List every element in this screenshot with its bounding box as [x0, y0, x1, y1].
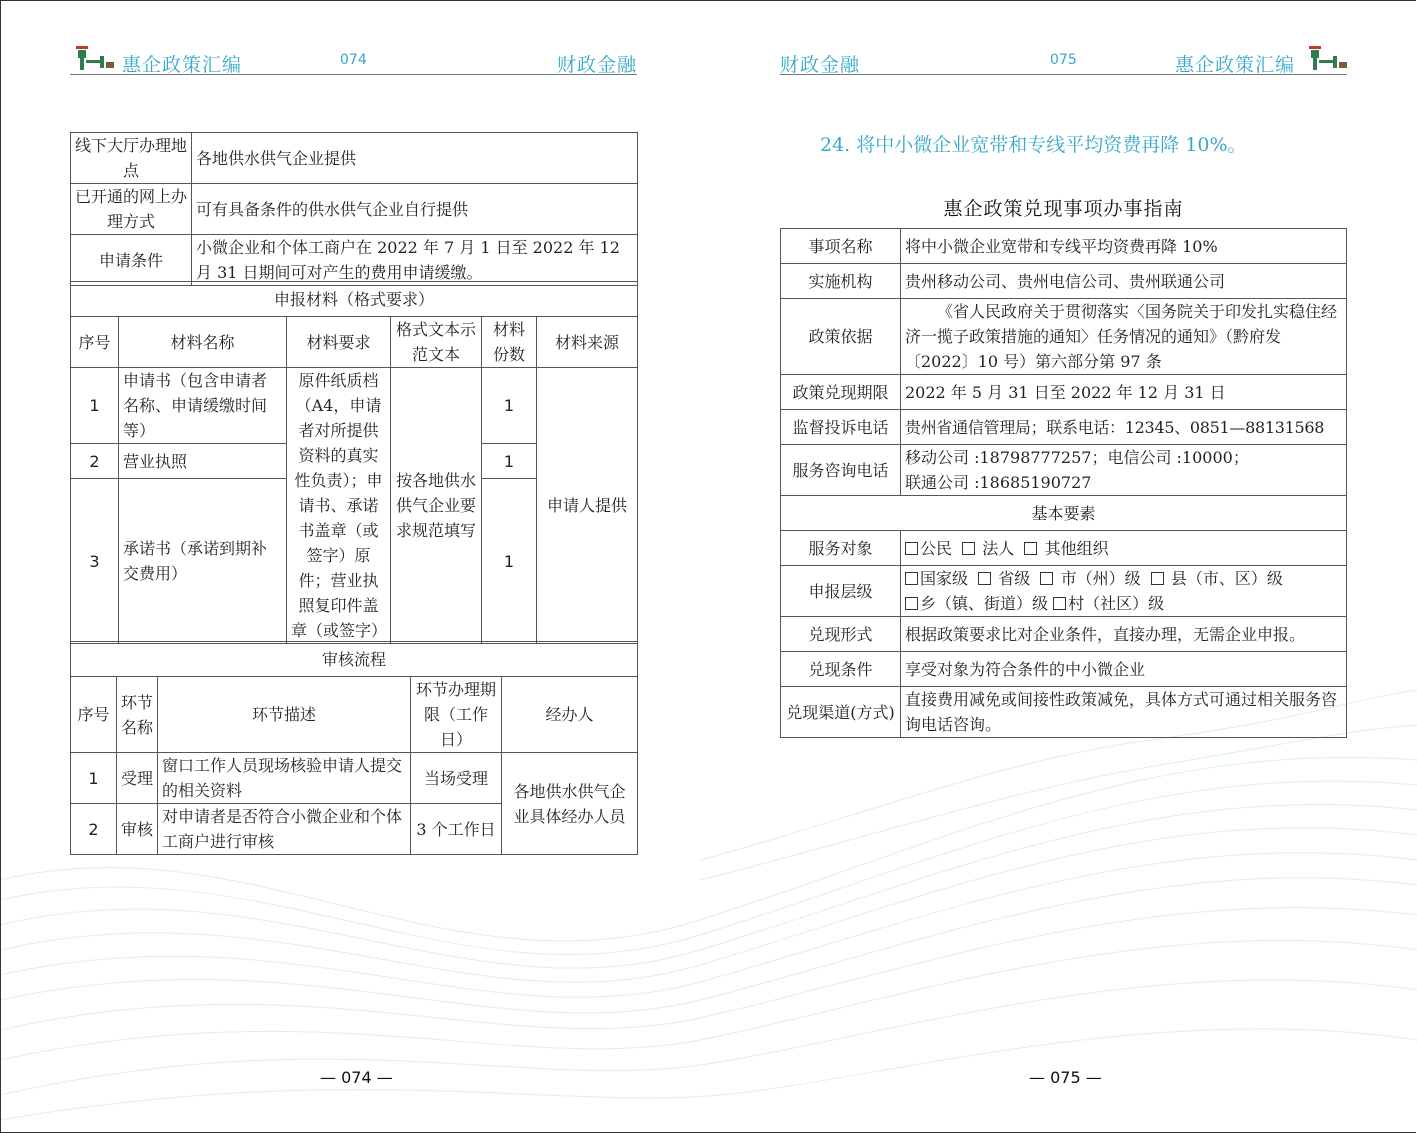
- process-section-title: 审核流程: [71, 642, 638, 677]
- option-label: 村（社区）级: [1068, 594, 1165, 613]
- row-value: 享受对象为符合条件的中小微企业: [901, 652, 1347, 687]
- table-row: [781, 566, 1347, 617]
- material-copies: 1: [482, 368, 537, 444]
- table-header-row: [71, 317, 638, 368]
- row-label: 监督投诉电话: [781, 410, 901, 445]
- table-row: [71, 133, 638, 184]
- table-row: [781, 687, 1347, 738]
- row-number: 2: [71, 804, 117, 855]
- table-row: [781, 264, 1347, 299]
- table-section-title-row: [781, 496, 1347, 531]
- column-header: 环节描述: [158, 677, 411, 753]
- option-label: 国家级: [920, 569, 969, 588]
- material-name: 申请书（包含申请者名称、申请缓缴时间等）: [119, 368, 287, 444]
- checkbox-icon: [978, 572, 991, 585]
- row-value: 各地供水供气企业提供: [192, 133, 638, 184]
- table-row: [781, 299, 1347, 375]
- material-copies: 1: [482, 479, 537, 644]
- row-value: 将中小微企业宽带和专线平均资费再降 10%: [901, 229, 1347, 264]
- table-section-title-row: [71, 642, 638, 677]
- table-row: [71, 184, 638, 235]
- checkbox-icon: [1151, 572, 1164, 585]
- left-page: [0, 0, 708, 1133]
- header-chapter-title: 财政金融: [780, 54, 861, 76]
- header-page-number: 075: [1050, 52, 1077, 68]
- row-value: 可有具备条件的供水供气企业自行提供: [192, 184, 638, 235]
- row-label: 兑现形式: [781, 617, 901, 652]
- row-label: 已开通的网上办理方式: [71, 184, 192, 235]
- option-label: 其他组织: [1044, 538, 1109, 558]
- row-label: 政策兑现期限: [781, 375, 901, 410]
- checkbox-icon: [1053, 597, 1066, 610]
- table-header-row: [71, 677, 638, 753]
- column-header: 格式文本示范文本: [391, 317, 482, 368]
- checkbox-icon: [905, 542, 918, 555]
- row-label: 事项名称: [781, 229, 901, 264]
- row-label: 兑现条件: [781, 652, 901, 687]
- page-folio: — 075 —: [1029, 1068, 1102, 1087]
- checkbox-icon: [905, 572, 918, 585]
- table-row: [71, 753, 638, 804]
- option-label: 县（市、区）级: [1170, 569, 1283, 588]
- material-name: 承诺书（承诺到期补交费用）: [119, 479, 287, 644]
- table-section-title-row: [71, 282, 638, 317]
- row-value: 贵州省通信管理局；联系电话：12345、0851—88131568: [901, 410, 1347, 445]
- material-requirement: 原件纸质档（A4，申请者对所提供资料的真实性负责）；申请书、承诺书盖章（或签字）原件；营业执照复印件盖章（或签字）: [287, 368, 391, 644]
- format-text: 按各地供水供气企业要求规范填写: [391, 368, 482, 644]
- option-label: 法人: [982, 538, 1015, 558]
- step-description: 窗口工作人员现场核验申请人提交的相关资料: [158, 753, 411, 804]
- row-label: 线下大厅办理地点: [71, 133, 192, 184]
- material-copies: 1: [482, 444, 537, 479]
- column-header: 材料名称: [119, 317, 287, 368]
- row-label: 服务咨询电话: [781, 445, 901, 496]
- column-header: 环节办理期限（工作日）: [411, 677, 502, 753]
- column-header: 环节名称: [117, 677, 158, 753]
- table-row: [781, 375, 1347, 410]
- application-info-table: [70, 132, 638, 286]
- table-row: [781, 652, 1347, 687]
- header-section-title: 惠企政策汇编: [122, 54, 243, 76]
- table-row: [781, 229, 1347, 264]
- option-label: 乡（镇、街道）级: [920, 594, 1049, 613]
- row-value: 贵州移动公司、贵州电信公司、贵州联通公司: [901, 264, 1347, 299]
- step-handler: 各地供水供气企业具体经办人员: [502, 753, 638, 855]
- basic-elements-title: 基本要素: [781, 496, 1347, 531]
- option-label: 省级: [998, 569, 1031, 588]
- row-value: 《省人民政府关于贯彻落实〈国务院关于印发扎实稳住经济一揽子政策措施的通知〉任务情况的通知》（黔府发〔2022〕10 号）第六部分第 97 条: [901, 299, 1347, 375]
- row-value: [901, 445, 1347, 496]
- row-label: 申报层级: [781, 566, 901, 617]
- column-header: 材料来源: [537, 317, 638, 368]
- table-row: [71, 235, 638, 286]
- column-header: 材料要求: [287, 317, 391, 368]
- row-number: 1: [71, 368, 119, 444]
- step-description: 对申请者是否符合小微企业和个体工商户进行审核: [158, 804, 411, 855]
- column-header: 序号: [71, 317, 119, 368]
- checkbox-icon: [905, 597, 918, 610]
- step-time-limit: 3 个工作日: [411, 804, 502, 855]
- step-name: 审核: [117, 804, 158, 855]
- item-title: 24. 将中小微企业宽带和专线平均资费再降 10%。: [820, 134, 1247, 156]
- declare-level-options: [901, 566, 1347, 617]
- row-value: 小微企业和个体工商户在 2022 年 7 月 1 日至 2022 年 12 月 31 日期间可对产生的费用申请缓缴。: [192, 235, 638, 286]
- row-number: 2: [71, 444, 119, 479]
- running-header: [780, 44, 1347, 75]
- logo-icon: [70, 44, 116, 72]
- material-name: 营业执照: [119, 444, 287, 479]
- row-number: 3: [71, 479, 119, 644]
- right-page: [709, 0, 1417, 1133]
- materials-table: [70, 281, 638, 644]
- column-header: 材料份数: [482, 317, 537, 368]
- row-value: 2022 年 5 月 31 日至 2022 年 12 月 31 日: [901, 375, 1347, 410]
- row-label: 服务对象: [781, 531, 901, 566]
- row-value: 根据政策要求比对企业条件，直接办理，无需企业申报。: [901, 617, 1347, 652]
- row-value: 直接费用减免或间接性政策减免，具体方式可通过相关服务咨询电话咨询。: [901, 687, 1347, 738]
- checkbox-icon: [1040, 572, 1053, 585]
- row-number: 1: [71, 753, 117, 804]
- row-label: 实施机构: [781, 264, 901, 299]
- logo-icon: [1303, 44, 1349, 72]
- column-header: 经办人: [502, 677, 638, 753]
- material-source: 申请人提供: [537, 368, 638, 644]
- guide-table-title: 惠企政策兑现事项办事指南: [943, 198, 1184, 220]
- page-folio: — 074 —: [320, 1068, 393, 1087]
- table-row: [781, 410, 1347, 445]
- table-row: [781, 445, 1347, 496]
- step-name: 受理: [117, 753, 158, 804]
- row-value-line: 移动公司 :18798777257；电信公司 :10000；: [905, 448, 1249, 467]
- table-row: [781, 531, 1347, 566]
- header-section-title: 惠企政策汇编: [1175, 54, 1296, 76]
- header-chapter-title: 财政金融: [557, 54, 638, 76]
- table-row: [71, 368, 638, 444]
- header-page-number: 074: [340, 52, 367, 68]
- row-label: 兑现渠道(方式): [781, 687, 901, 738]
- row-label: 政策依据: [781, 299, 901, 375]
- column-header: 序号: [71, 677, 117, 753]
- row-value-line: 联通公司 :18685190727: [905, 473, 1092, 492]
- option-label: 公民: [920, 538, 953, 558]
- checkbox-icon: [962, 542, 975, 555]
- step-time-limit: 当场受理: [411, 753, 502, 804]
- materials-section-title: 申报材料（格式要求）: [71, 282, 638, 317]
- guide-table: [780, 228, 1347, 738]
- checkbox-icon: [1024, 542, 1037, 555]
- service-target-options: [901, 531, 1347, 566]
- process-table: [70, 641, 638, 855]
- option-label: 市（州）级: [1060, 569, 1141, 588]
- table-row: [781, 617, 1347, 652]
- running-header: [70, 44, 637, 75]
- row-label: 申请条件: [71, 235, 192, 286]
